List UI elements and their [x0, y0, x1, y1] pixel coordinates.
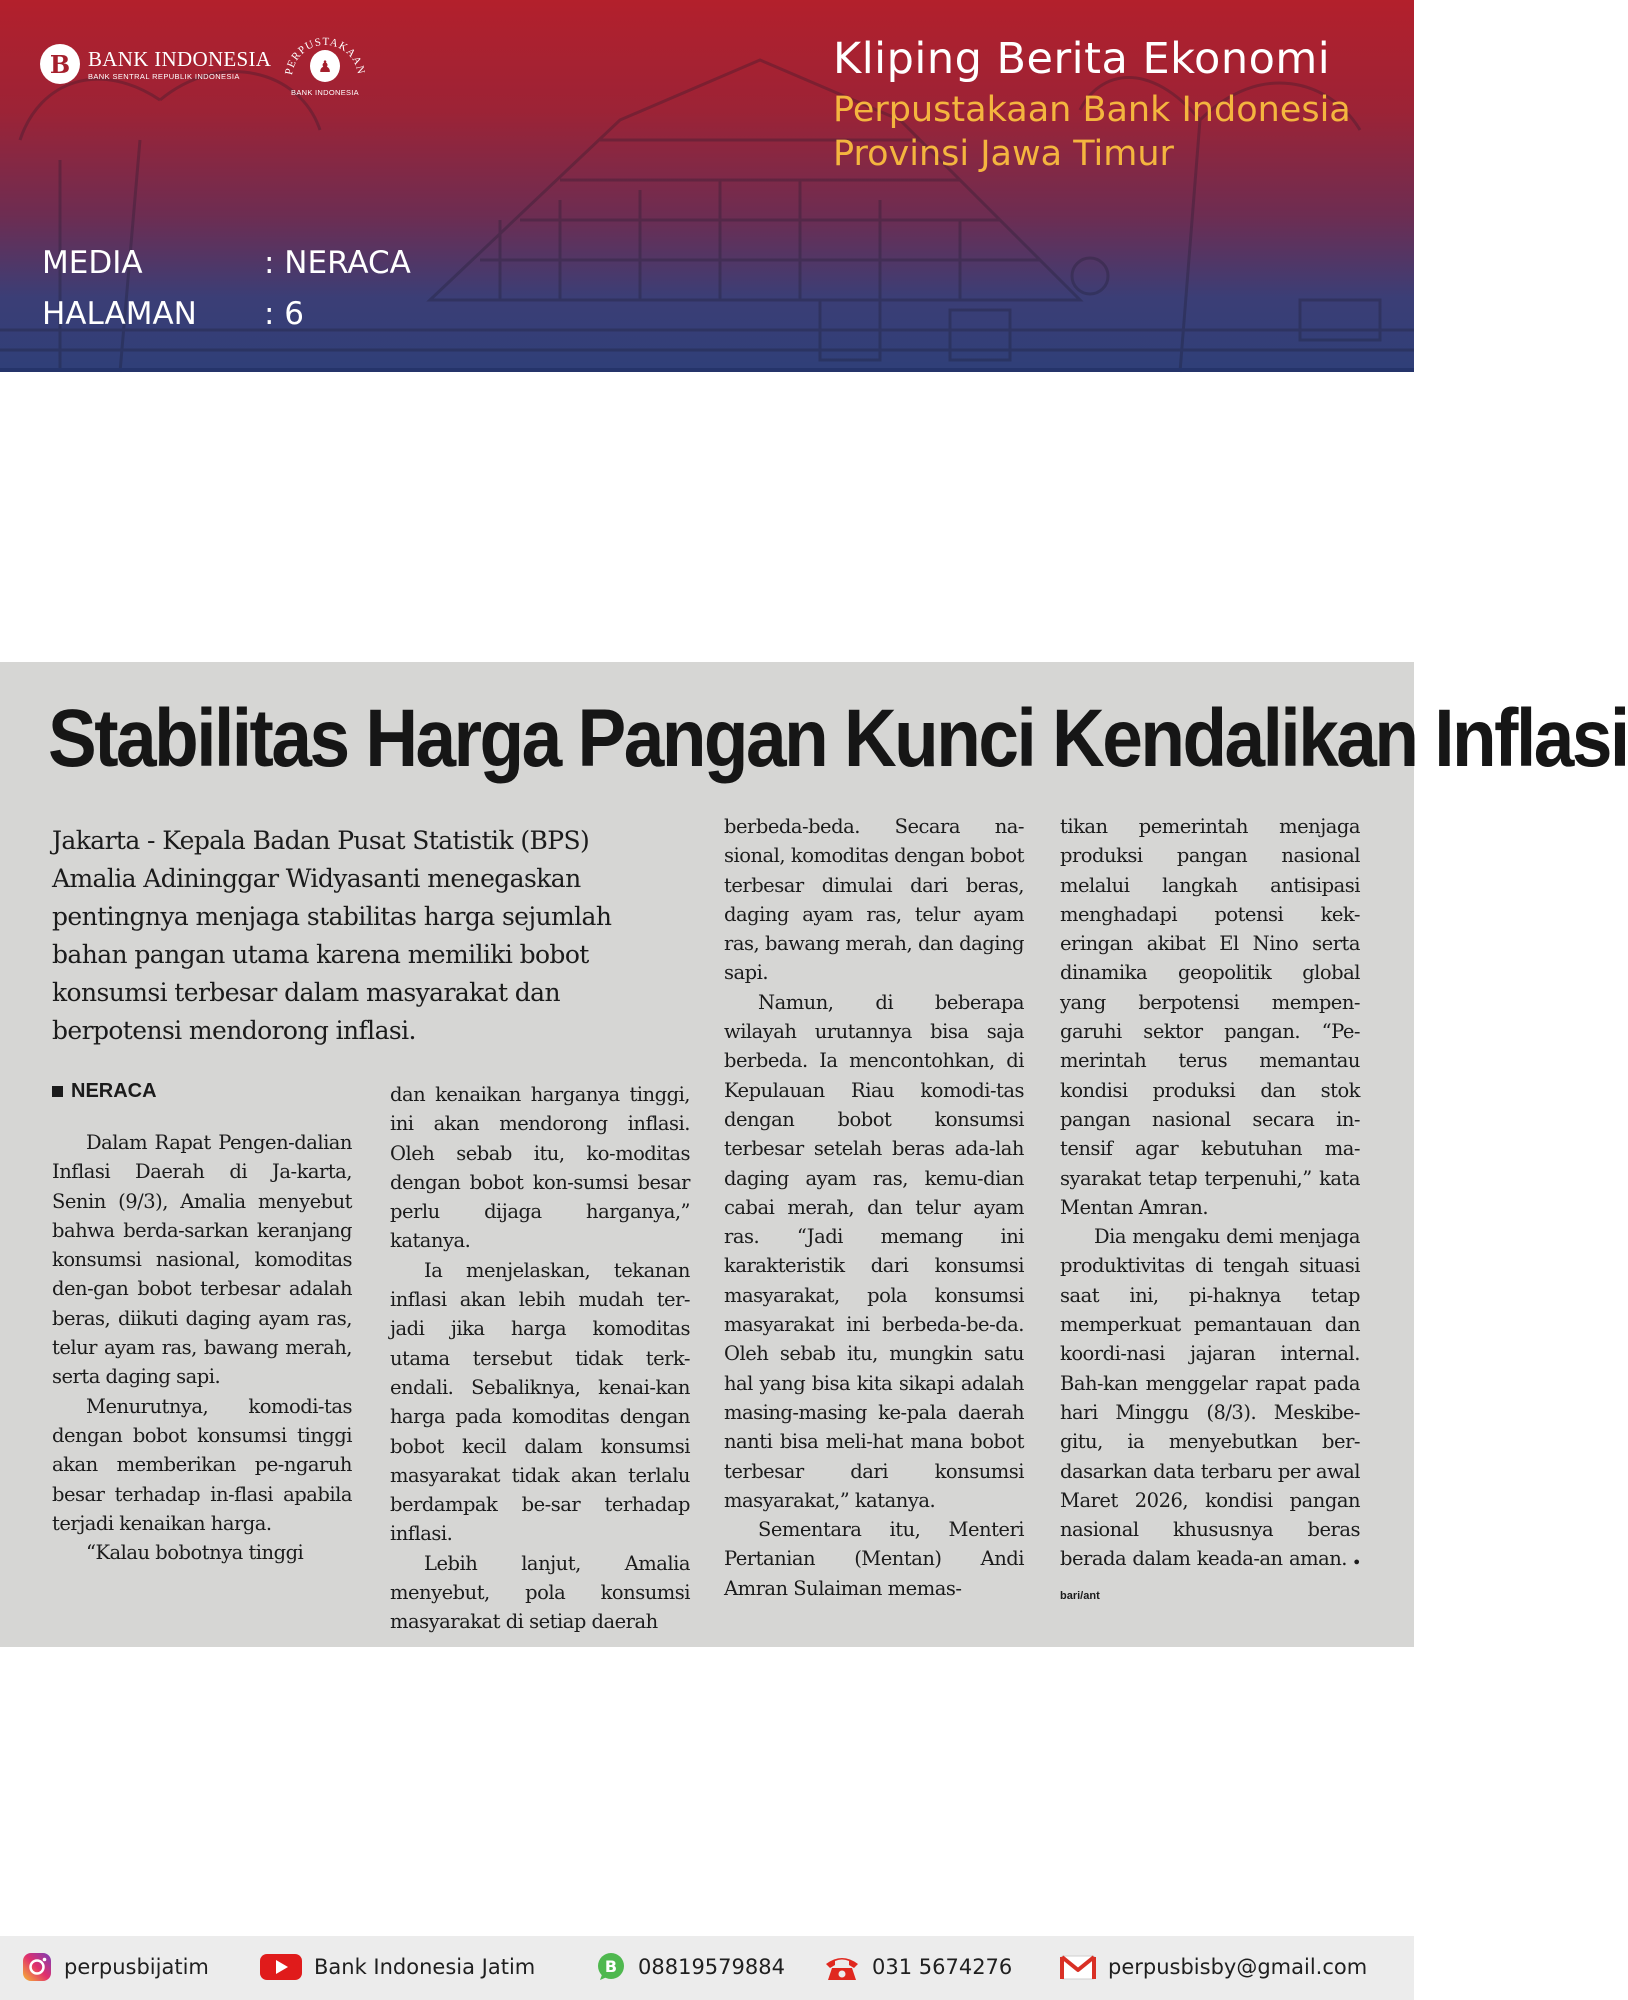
paragraph: Namun, di beberapa wilayah urutannya bisa saja berbeda. Ia mencontohkan, di Kepulauan Riau komodi-tas dengan bobot konsumsi terbesar setelah beras ada-lah daging ayam ras, kemu-dian cabai merah, dan telur ayam ras. “Jadi memang ini karakteristik dari konsumsi masyarakat, pola konsumsi masyarakat ini berbeda-be-da. Oleh sebab itu, mungkin satu hal yang bisa kita sikapi adalah masing-masing ke-pala daerah nanti bisa meli-hat mana bobot terbesar dari konsumsi masyarakat,” katanya. — [724, 990, 1024, 1512]
paragraph — [1060, 1222, 1360, 1611]
svg-text:PERPUSTAKAAN: PERPUSTAKAAN — [283, 35, 367, 76]
bank-indonesia-mark-icon: B — [40, 44, 80, 84]
page-label: HALAMAN — [42, 296, 197, 332]
library-reader-icon: ♟ — [310, 50, 340, 82]
library-logo-subtitle: BANK INDONESIA — [291, 88, 359, 97]
page-value: : 6 — [264, 296, 305, 332]
paragraph: Lebih lanjut, Amalia menyebut, pola konsumsi masyarakat di setiap daerah — [390, 1551, 690, 1634]
byline-square-icon — [52, 1086, 63, 1097]
whatsapp-icon — [594, 1950, 628, 1984]
mail-icon — [1058, 1950, 1098, 1984]
paragraph: “Kalau bobotnya tinggi — [86, 1541, 304, 1565]
media-value: : NERACA — [264, 245, 411, 281]
article-column-1 — [52, 1128, 352, 1567]
bank-indonesia-name: BANK INDONESIA — [88, 46, 272, 71]
article-lead: Jakarta - Kepala Badan Pusat Statistik (BPS) Amalia Adininggar Widyasanti menegaskan pentingnya menjaga stabilitas harga sejumlah bahan pangan utama karena memiliki bobot konsumsi terbesar dalam masyarakat dan berpotensi mendorong inflasi. — [52, 826, 612, 1045]
youtube-icon — [258, 1950, 304, 1984]
instagram-icon — [20, 1950, 54, 1984]
header-banner — [0, 0, 1414, 372]
paragraph: dan kenaikan harganya tinggi, ini akan mendorong inflasi. Oleh sebab itu, ko-moditas dengan bobot kon-sumsi besar perlu dijaga harganya,” katanya. — [390, 1083, 690, 1253]
paragraph: Ia menjelaskan, tekanan inflasi akan lebih mudah ter-jadi jika harga komoditas utama tersebut tidak terk-endali. Sebaliknya, kenai-kan harga pada komoditas dengan bobot kecil dalam konsumsi masyarakat tidak akan terlalu berdampak be-sar terhadap inflasi. — [390, 1258, 690, 1546]
library-logo — [282, 30, 368, 100]
contact-footer — [0, 1936, 1414, 2000]
clipping-metadata — [42, 238, 411, 340]
paragraph: tikan pemerintah menjaga produksi pangan nasional melalui langkah antisipasi menghadapi potensi kek-eringan akibat El Nino serta dinamika geopolitik global yang berpotensi mempen-garuhi sektor pangan. “Pe-merintah terus memantau kondisi produksi dan stok pangan nasional secara in-tensif agar kebutuhan ma-syarakat tetap terpenuhi,” kata Mentan Amran. — [1060, 815, 1360, 1219]
page-title: Kliping Berita Ekonomi — [833, 34, 1331, 84]
library-name-line1: Perpustakaan Bank Indonesia — [833, 90, 1351, 130]
instagram-link[interactable] — [20, 1950, 209, 1984]
whatsapp-link[interactable] — [594, 1950, 785, 1984]
youtube-channel: Bank Indonesia Jatim — [314, 1955, 536, 1979]
article-signature: ● bari/ant — [1060, 1556, 1360, 1602]
article-column-3 — [724, 812, 1024, 1603]
title-block — [833, 30, 1351, 176]
phone-link[interactable] — [822, 1950, 1012, 1984]
instagram-handle: perpusbijatim — [64, 1955, 209, 1979]
article-headline: Stabilitas Harga Pangan Kunci Kendalikan Inflasi — [48, 693, 1628, 784]
youtube-link[interactable] — [258, 1950, 535, 1984]
email-link[interactable] — [1058, 1950, 1367, 1984]
bank-indonesia-subtitle: BANK SENTRAL REPUBLIK INDONESIA — [88, 71, 240, 81]
whatsapp-number: 08819579884 — [638, 1955, 785, 1979]
header-divider — [0, 368, 1414, 372]
phone-number: 031 5674276 — [872, 1955, 1013, 1979]
media-label: MEDIA — [42, 245, 143, 281]
svg-text:B: B — [604, 1957, 618, 1976]
email-address: perpusbisby@gmail.com — [1108, 1955, 1368, 1979]
article-byline — [52, 1080, 157, 1103]
paragraph: Sementara itu, Menteri Pertanian (Mentan) Andi Amran Sulaiman memas- — [724, 1518, 1024, 1600]
paragraph-text: Dia mengaku demi menjaga produktivitas di tengah situasi saat ini, pi-haknya tetap memperkuat pemantauan dan koordi-nasi jajaran internal. Bah-kan menggelar rapat pada hari Minggu (8/3). Meskibe-gitu, ia menyebutkan ber-dasarkan data terbaru per awal Maret 2026, kondisi pangan nasional khususnya beras berada dalam keada-an aman. — [1060, 1225, 1360, 1571]
paragraph: berbeda-beda. Secara na-sional, komoditas dengan bobot terbesar dimulai dari beras, daging ayam ras, telur ayam ras, bawang merah, dan daging sapi. — [724, 815, 1024, 985]
article-column-4 — [1060, 812, 1360, 1611]
paragraph: Menurutnya, komodi-tas dengan bobot konsumsi tinggi akan memberikan pe-ngaruh besar terhadap in-flasi apabila terjadi kenaikan harga. — [52, 1394, 352, 1535]
paragraph: Dalam Rapat Pengen-dalian Inflasi Daerah di Ja-karta, Senin (9/3), Amalia menyebut bahwa berda-sarkan keranjang konsumsi nasional, komoditas den-gan bobot terbesar adalah beras, diikuti daging ayam ras, telur ayam ras, bawang merah, serta daging sapi. — [52, 1131, 352, 1389]
library-name-line2: Provinsi Jawa Timur — [833, 134, 1174, 174]
newspaper-clipping — [0, 662, 1628, 1647]
article-column-2 — [390, 1080, 690, 1637]
bank-indonesia-logo — [40, 44, 271, 84]
phone-icon — [822, 1950, 862, 1984]
byline-text: NERACA — [71, 1080, 157, 1102]
